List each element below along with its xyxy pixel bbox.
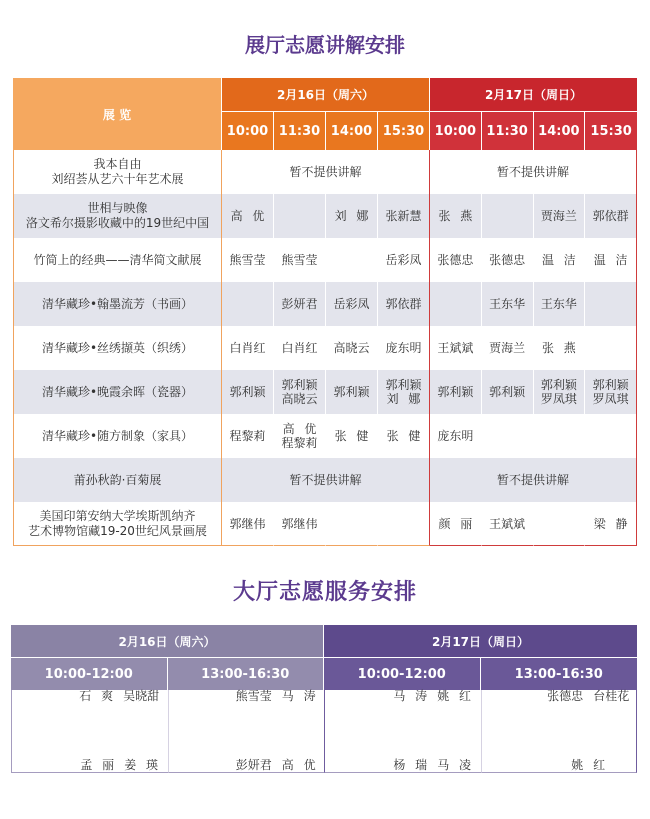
volunteer-name: 郭利颖 xyxy=(385,378,422,392)
hall-time-slot-header: 13:00-16:30 xyxy=(168,658,325,690)
guide-slot-cell xyxy=(482,238,534,282)
guide-slot-cell xyxy=(326,282,378,326)
volunteer-name: 熊雪莹 xyxy=(229,253,266,267)
volunteer-name: 郭依群 xyxy=(592,209,629,223)
volunteer-name: 熊雪莹 xyxy=(281,253,318,267)
guide-slot-cell xyxy=(274,502,326,546)
guide-slot-cell xyxy=(534,370,586,414)
volunteer-line xyxy=(483,662,634,731)
guide-slot-cell xyxy=(326,326,378,370)
exhibit-name-cell xyxy=(13,414,222,458)
guide-slot-cell xyxy=(430,326,482,370)
guide-slot-cell xyxy=(222,370,274,414)
volunteer-name: 王斌斌 xyxy=(489,516,526,531)
exhibit-name-line: 刘绍荟从艺六十年艺术展 xyxy=(51,172,184,186)
hall-time-slot-header: 13:00-16:30 xyxy=(481,658,638,690)
hall-service-title: 大厅志愿服务安排 xyxy=(232,580,417,605)
volunteer-name: 张 燕 xyxy=(541,341,576,355)
guide-slot-cell xyxy=(222,194,274,238)
exhibit-name-line: 莆孙秋韵·百菊展 xyxy=(73,472,162,487)
volunteer-name: 庞东明 xyxy=(437,429,474,443)
volunteer-name: 姚 红 xyxy=(571,758,606,772)
exhibit-name-line: 清华藏珍•翰墨流芳（书画） xyxy=(41,296,194,311)
guide-slot-cell xyxy=(482,414,534,458)
volunteer-name: 张新慧 xyxy=(385,209,422,223)
exhibit-name-cell xyxy=(13,150,222,194)
guide-slot-cell xyxy=(378,326,430,370)
volunteer-line xyxy=(16,731,163,800)
volunteer-name: 孟 丽 xyxy=(80,758,115,772)
guide-slot-cell xyxy=(222,414,274,458)
volunteer-name: 郭利颖 xyxy=(592,378,629,392)
volunteer-name: 郭依群 xyxy=(385,297,422,311)
volunteer-name: 张德忠 xyxy=(437,253,474,267)
volunteer-name: 熊雪莹 xyxy=(235,689,272,703)
volunteer-name: 吴晓甜 xyxy=(123,689,160,703)
volunteer-name: 马 凌 xyxy=(437,758,472,772)
time-slot-header: 15:30 xyxy=(378,112,430,150)
exhibit-guide-table-header xyxy=(13,78,637,150)
guide-slot-cell xyxy=(430,194,482,238)
volunteer-name: 彭妍君 xyxy=(235,758,272,772)
guide-slot-cell xyxy=(222,326,274,370)
volunteer-name: 姜 瑛 xyxy=(124,758,159,772)
volunteer-name: 贾海兰 xyxy=(540,209,577,223)
hall-time-slot-header: 10:00-12:00 xyxy=(324,658,481,690)
guide-slot-cell xyxy=(585,326,637,370)
volunteer-name: 王东华 xyxy=(540,297,577,311)
guide-slot-cell xyxy=(534,414,586,458)
time-slot-header: 10:00 xyxy=(430,112,482,150)
guide-slot-cell xyxy=(274,370,326,414)
guide-slot-cell xyxy=(430,282,482,326)
guide-slot-cell xyxy=(378,370,430,414)
exhibit-name-cell xyxy=(13,326,222,370)
exhibit-name-cell xyxy=(13,282,222,326)
time-slot-header: 11:30 xyxy=(274,112,326,150)
guide-slot-cell xyxy=(274,326,326,370)
volunteer-name: 高 优 xyxy=(282,422,317,436)
guide-slot-cell xyxy=(482,370,534,414)
guide-slot-cell xyxy=(326,502,378,546)
volunteer-name: 杨 瑞 xyxy=(393,758,428,772)
exhibit-name-cell xyxy=(13,502,222,546)
guide-slot-cell xyxy=(585,502,637,546)
no-guide-note: 暂不提供讲解 xyxy=(430,458,637,502)
time-slot-header: 14:00 xyxy=(534,112,586,150)
volunteer-name: 马 涛 xyxy=(393,689,428,703)
volunteer-name: 郭利颖 xyxy=(489,385,526,399)
volunteer-name: 郭继伟 xyxy=(229,516,266,531)
guide-slot-cell xyxy=(585,370,637,414)
guide-slot-cell xyxy=(534,502,586,546)
guide-slot-cell xyxy=(585,238,637,282)
exhibit-name-cell xyxy=(13,458,222,502)
volunteer-name: 罗凤琪 xyxy=(592,392,629,406)
guide-slot-cell xyxy=(222,238,274,282)
volunteer-name: 王东华 xyxy=(489,297,526,311)
guide-slot-cell xyxy=(585,194,637,238)
guide-slot-cell xyxy=(378,414,430,458)
hall-day1-header: 2月16日（周六） xyxy=(11,625,324,658)
hall-volunteer-cell xyxy=(324,690,481,773)
day2-header: 2月17日（周日） xyxy=(430,78,637,112)
volunteer-name: 台桂花 xyxy=(593,689,630,703)
guide-slot-cell xyxy=(482,194,534,238)
volunteer-name: 贾海兰 xyxy=(489,341,526,355)
volunteer-line xyxy=(172,662,321,731)
volunteer-name: 温 洁 xyxy=(541,253,576,267)
volunteer-name: 王斌斌 xyxy=(437,341,474,355)
guide-slot-cell xyxy=(222,282,274,326)
guide-slot-cell xyxy=(482,282,534,326)
volunteer-name: 白肖红 xyxy=(281,341,318,355)
exhibit-name-line: 世相与映像 xyxy=(87,201,148,215)
volunteer-name: 马 涛 xyxy=(281,689,316,703)
hall-volunteer-cell xyxy=(481,690,638,773)
guide-slot-cell xyxy=(274,238,326,282)
guide-slot-cell xyxy=(585,282,637,326)
volunteer-name: 程黎莉 xyxy=(229,429,266,443)
volunteer-line xyxy=(15,662,164,731)
hall-volunteer-cell xyxy=(11,690,168,773)
exhibit-name-cell xyxy=(13,238,222,282)
volunteer-name: 张德忠 xyxy=(547,689,584,703)
guide-slot-cell xyxy=(534,282,586,326)
guide-slot-cell xyxy=(326,194,378,238)
guide-slot-cell xyxy=(482,326,534,370)
guide-slot-cell xyxy=(482,502,534,546)
hall-volunteer-cell xyxy=(168,690,325,773)
volunteer-line xyxy=(507,731,610,800)
guide-slot-cell xyxy=(326,238,378,282)
exhibit-name-line: 清华藏珍•晚霞余晖（瓷器） xyxy=(41,384,194,399)
guide-slot-cell xyxy=(534,238,586,282)
guide-slot-cell xyxy=(326,414,378,458)
volunteer-name: 郭继伟 xyxy=(281,516,318,531)
volunteer-name: 梁 静 xyxy=(593,516,628,531)
exhibit-column-header: 展 览 xyxy=(13,78,222,150)
guide-slot-cell xyxy=(222,502,274,546)
volunteer-name: 郭利颖 xyxy=(229,385,266,399)
guide-slot-cell xyxy=(378,502,430,546)
volunteer-name: 高 优 xyxy=(230,209,265,223)
exhibit-name-cell xyxy=(13,370,222,414)
volunteer-name: 岳彩凤 xyxy=(385,253,422,267)
time-slot-header: 11:30 xyxy=(482,112,534,150)
volunteer-name: 罗凤琪 xyxy=(540,392,577,406)
volunteer-name: 姚 红 xyxy=(437,689,472,703)
volunteer-name: 张德忠 xyxy=(489,253,526,267)
exhibit-name-cell xyxy=(13,194,222,238)
volunteer-name: 刘 娜 xyxy=(386,392,421,406)
no-guide-note: 暂不提供讲解 xyxy=(222,458,430,502)
volunteer-name: 郭利颖 xyxy=(333,385,370,399)
guide-slot-cell xyxy=(534,194,586,238)
exhibit-guide-title: 展厅志愿讲解安排 xyxy=(245,33,405,57)
volunteer-line xyxy=(172,731,321,800)
guide-slot-cell xyxy=(378,238,430,282)
guide-slot-cell xyxy=(378,194,430,238)
volunteer-name: 温 洁 xyxy=(593,253,628,267)
volunteer-name: 高晓云 xyxy=(333,341,370,355)
exhibit-name-line: 清华藏珍•随方制象（家具） xyxy=(41,428,194,443)
guide-slot-cell xyxy=(274,282,326,326)
exhibit-name-line: 清华藏珍•丝绣撷英（织绣） xyxy=(41,340,194,355)
guide-slot-cell xyxy=(378,282,430,326)
guide-slot-cell xyxy=(585,414,637,458)
guide-slot-cell xyxy=(430,414,482,458)
day1-header: 2月16日（周六） xyxy=(222,78,430,112)
guide-slot-cell xyxy=(430,238,482,282)
volunteer-name: 石 爽 xyxy=(79,689,114,703)
exhibit-name-line: 洛文希尔摄影收藏中的19世纪中国 xyxy=(25,216,210,230)
volunteer-name: 郭利颖 xyxy=(437,385,474,399)
volunteer-name: 郭利颖 xyxy=(540,378,577,392)
volunteer-name: 张 健 xyxy=(334,429,369,443)
time-slot-header: 15:30 xyxy=(585,112,637,150)
volunteer-name: 张 燕 xyxy=(438,209,473,223)
volunteer-name: 彭妍君 xyxy=(281,297,318,311)
no-guide-note: 暂不提供讲解 xyxy=(430,150,637,194)
volunteer-name: 白肖红 xyxy=(229,341,266,355)
volunteer-line xyxy=(329,731,476,800)
volunteer-name: 高 优 xyxy=(281,758,316,772)
exhibit-guide-table-body xyxy=(13,150,637,546)
volunteer-name: 岳彩凤 xyxy=(333,297,370,311)
exhibit-name-line: 我本自由 xyxy=(93,157,142,171)
hall-time-slot-header: 10:00-12:00 xyxy=(11,658,168,690)
volunteer-name: 郭利颖 xyxy=(281,378,318,392)
volunteer-line xyxy=(329,662,476,731)
guide-slot-cell xyxy=(274,414,326,458)
volunteer-name: 颜 丽 xyxy=(438,516,473,531)
exhibit-name-line: 艺术博物馆藏19-20世纪风景画展 xyxy=(28,523,207,538)
hall-service-table xyxy=(11,625,637,773)
volunteer-name: 庞东明 xyxy=(385,341,422,355)
volunteer-name: 刘 娜 xyxy=(334,209,369,223)
hall-day2-header: 2月17日（周日） xyxy=(324,625,637,658)
guide-slot-cell xyxy=(274,194,326,238)
volunteer-name: 高晓云 xyxy=(281,392,318,406)
guide-slot-cell xyxy=(430,502,482,546)
volunteer-name: 张 健 xyxy=(386,429,421,443)
exhibit-name-line: 竹简上的经典——清华简文献展 xyxy=(33,252,202,267)
guide-slot-cell xyxy=(326,370,378,414)
exhibit-name-line: 美国印第安纳大学埃斯凯纳齐 xyxy=(39,508,196,523)
volunteer-name: 程黎莉 xyxy=(281,436,318,450)
guide-slot-cell xyxy=(534,326,586,370)
time-slot-header: 10:00 xyxy=(222,112,274,150)
time-slot-header: 14:00 xyxy=(326,112,378,150)
guide-slot-cell xyxy=(430,370,482,414)
no-guide-note: 暂不提供讲解 xyxy=(222,150,430,194)
